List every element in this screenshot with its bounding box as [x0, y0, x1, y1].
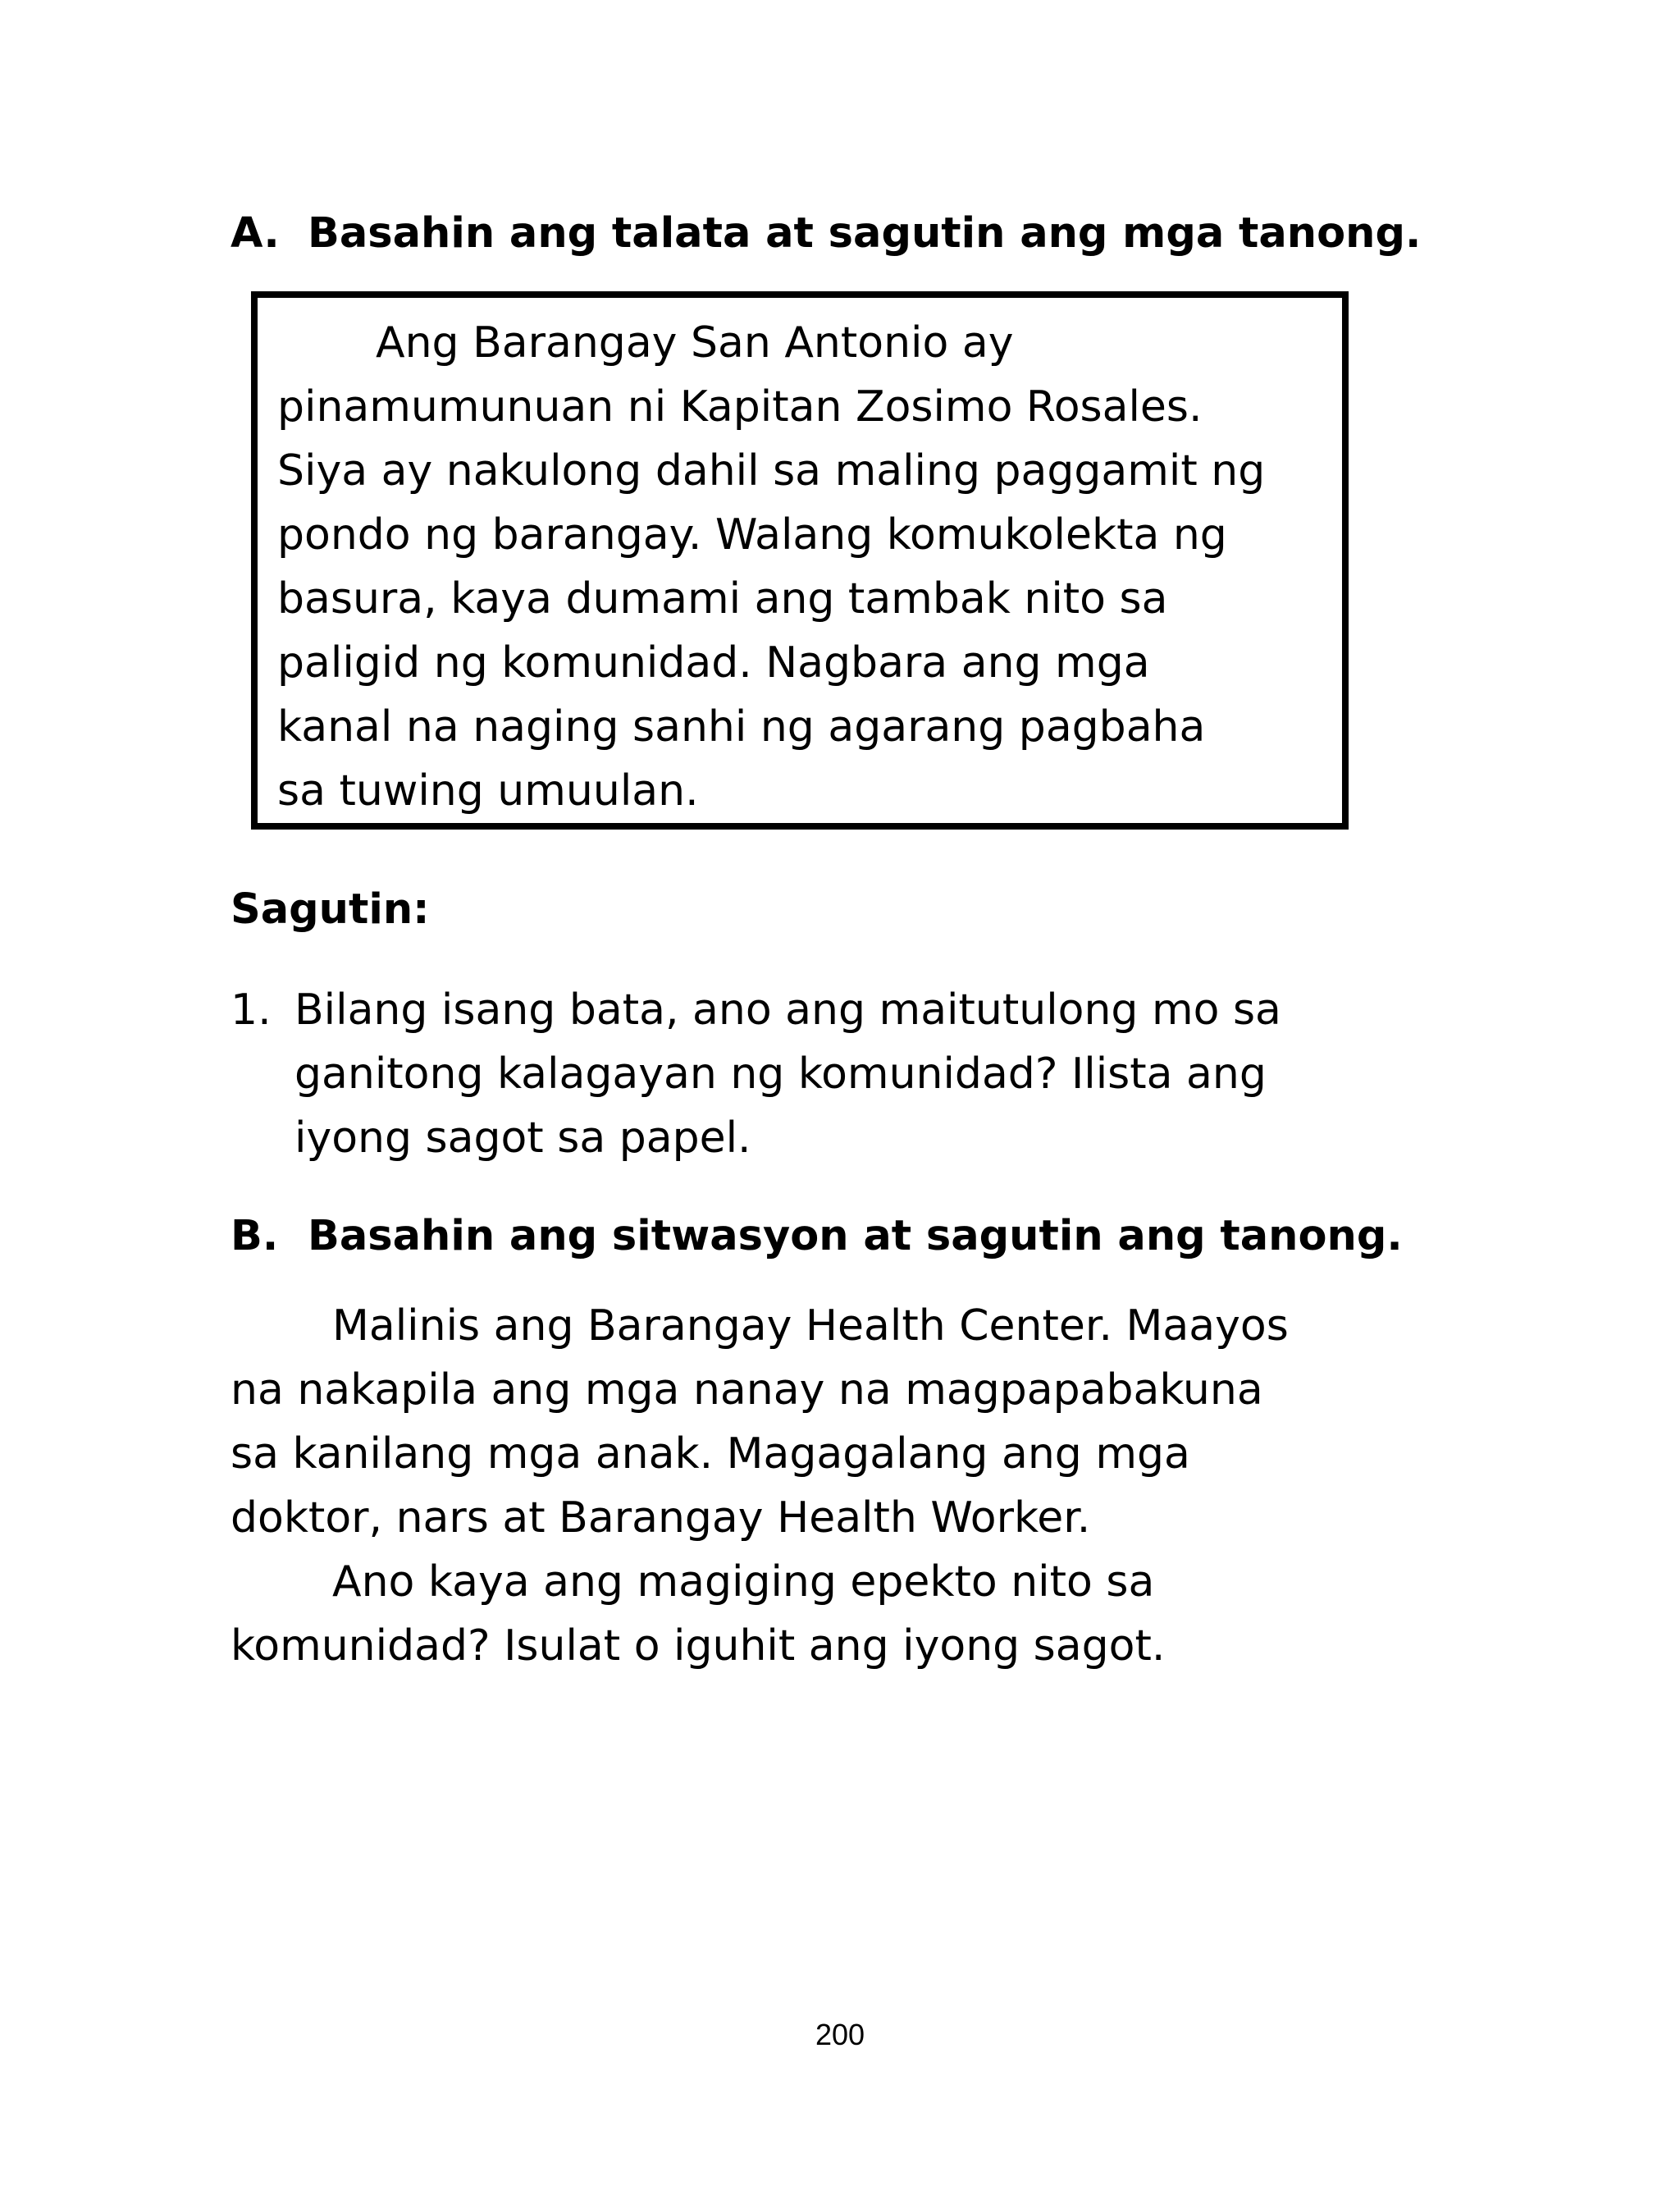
- section-a-heading-text: Basahin ang talata at sagutin ang mga tanong.: [308, 209, 1422, 258]
- section-a-passage: [277, 311, 1335, 823]
- section-b-heading: [231, 1212, 1403, 1261]
- passage-line: Ano kaya ang magiging epekto nito sa: [332, 1557, 1155, 1607]
- passage-line: sa tuwing umuulan.: [277, 766, 699, 816]
- passage-line: doktor, nars at Barangay Health Worker.: [231, 1493, 1091, 1543]
- passage-line: na nakapila ang mga nanay na magpapabakuna: [231, 1365, 1263, 1415]
- passage-line: sa kanilang mga anak. Magagalang ang mga: [231, 1429, 1190, 1479]
- question-line: Bilang isang bata, ano ang maitutulong mo sa: [294, 985, 1281, 1035]
- question-number: 1.: [231, 985, 272, 1035]
- section-b-passage: [231, 1294, 1395, 1678]
- section-b-heading-text: Basahin ang sitwasyon at sagutin ang tanong.: [308, 1212, 1403, 1260]
- passage-line: basura, kaya dumami ang tambak nito sa: [277, 574, 1168, 624]
- passage-line: komunidad? Isulat o iguhit ang iyong sagot.: [231, 1621, 1166, 1671]
- passage-line: Ang Barangay San Antonio ay: [376, 318, 1014, 368]
- passage-line: pondo ng barangay. Walang komukolekta ng: [277, 510, 1227, 560]
- question-list: [231, 978, 1379, 1170]
- passage-line: Siya ay nakulong dahil sa maling paggamit ng: [277, 446, 1266, 496]
- section-a-marker: A.: [231, 209, 280, 258]
- question-line: ganitong kalagayan ng komunidad? Ilista ang: [294, 1049, 1267, 1099]
- question-item: [231, 978, 1379, 1170]
- passage-line: paligid ng komunidad. Nagbara ang mga: [277, 638, 1150, 688]
- answer-label: Sagutin:: [231, 885, 430, 934]
- passage-line: Malinis ang Barangay Health Center. Maayos: [332, 1301, 1289, 1351]
- section-b-marker: B.: [231, 1212, 279, 1260]
- page-number: 200: [815, 2018, 865, 2051]
- passage-line: pinamumunuan ni Kapitan Zosimo Rosales.: [277, 382, 1203, 432]
- passage-line: kanal na naging sanhi ng agarang pagbaha: [277, 702, 1206, 752]
- question-line: iyong sagot sa papel.: [294, 1113, 751, 1163]
- section-a-heading: [231, 209, 1421, 258]
